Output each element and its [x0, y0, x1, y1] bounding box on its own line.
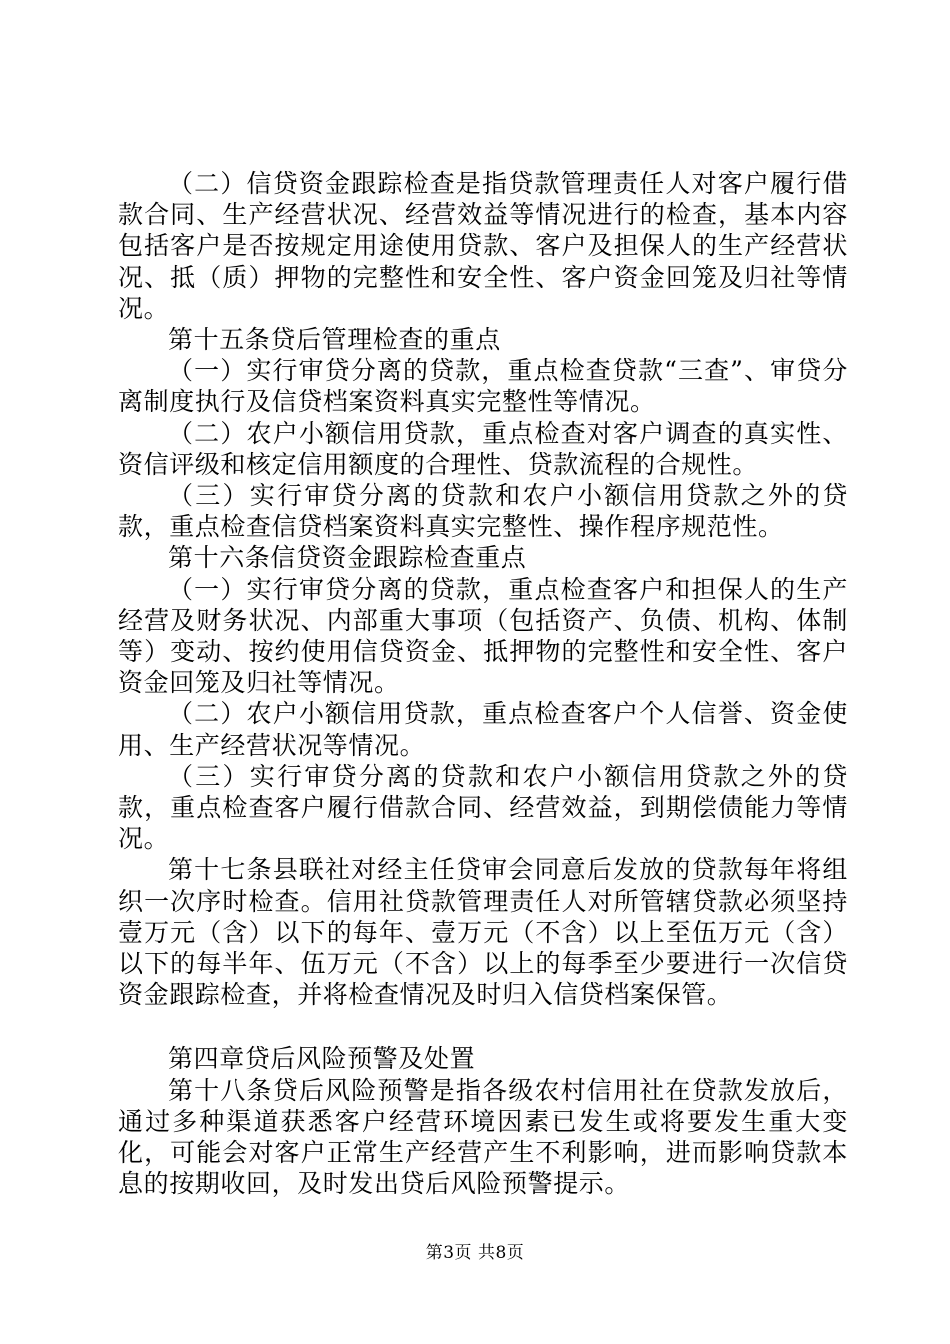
paragraph: 第十七条县联社对经主任贷审会同意后发放的贷款每年将组织一次序时检查。信用社贷款管理责任人对所管辖贷款必须坚持壹万元（含）以下的每年、壹万元（不含）以上至伍万元（含）以下的每半年、伍万元（不含）以上的每季至少要进行一次信贷资金跟踪检查，并将检查情况及时归入信贷档案保管。 — [118, 855, 848, 1010]
paragraph: （二）农户小额信用贷款，重点检查客户个人信誉、资金使用、生产经营状况等情况。 — [118, 699, 848, 760]
page-number-footer: 第3页 共8页 — [425, 1243, 525, 1263]
document-body — [118, 168, 848, 1200]
paragraph: （三）实行审贷分离的贷款和农户小额信用贷款之外的贷款，重点检查客户履行借款合同、经营效益，到期偿债能力等情况。 — [118, 761, 848, 854]
paragraph: 第十八条贷后风险预警是指各级农村信用社在贷款发放后，通过多种渠道获悉客户经营环境因素已发生或将要发生重大变化，可能会对客户正常生产经营产生不利影响，进而影响贷款本息的按期收回，及时发出贷后风险预警提示。 — [118, 1075, 848, 1199]
paragraph: （二）信贷资金跟踪检查是指贷款管理责任人对客户履行借款合同、生产经营状况、经营效益等情况进行的检查，基本内容包括客户是否按规定用途使用贷款、客户及担保人的生产经营状况、抵（质）押物的完整性和安全性、客户资金回笼及归社等情况。 — [118, 169, 848, 323]
section-spacer — [118, 1010, 848, 1043]
paragraph: （二）农户小额信用贷款，重点检查对客户调查的真实性、资信评级和核定信用额度的合理性、贷款流程的合规性。 — [118, 418, 848, 479]
paragraph: （一）实行审贷分离的贷款，重点检查贷款“三查”、审贷分离制度执行及信贷档案资料真实完整性等情况。 — [118, 356, 848, 417]
article-heading: 第十六条信贷资金跟踪检查重点 — [168, 543, 527, 573]
paragraph: （一）实行审贷分离的贷款，重点检查客户和担保人的生产经营及财务状况、内部重大事项（包括资产、负债、机构、体制等）变动、按约使用信贷资金、抵押物的完整性和安全性、客户资金回笼及归社等情况。 — [118, 574, 848, 698]
chapter-heading: 第四章贷后风险预警及处置 — [168, 1044, 476, 1074]
paragraph: （三）实行审贷分离的贷款和农户小额信用贷款之外的贷款，重点检查信贷档案资料真实完整性、操作程序规范性。 — [118, 481, 848, 542]
article-heading: 第十五条贷后管理检查的重点 — [168, 325, 501, 355]
